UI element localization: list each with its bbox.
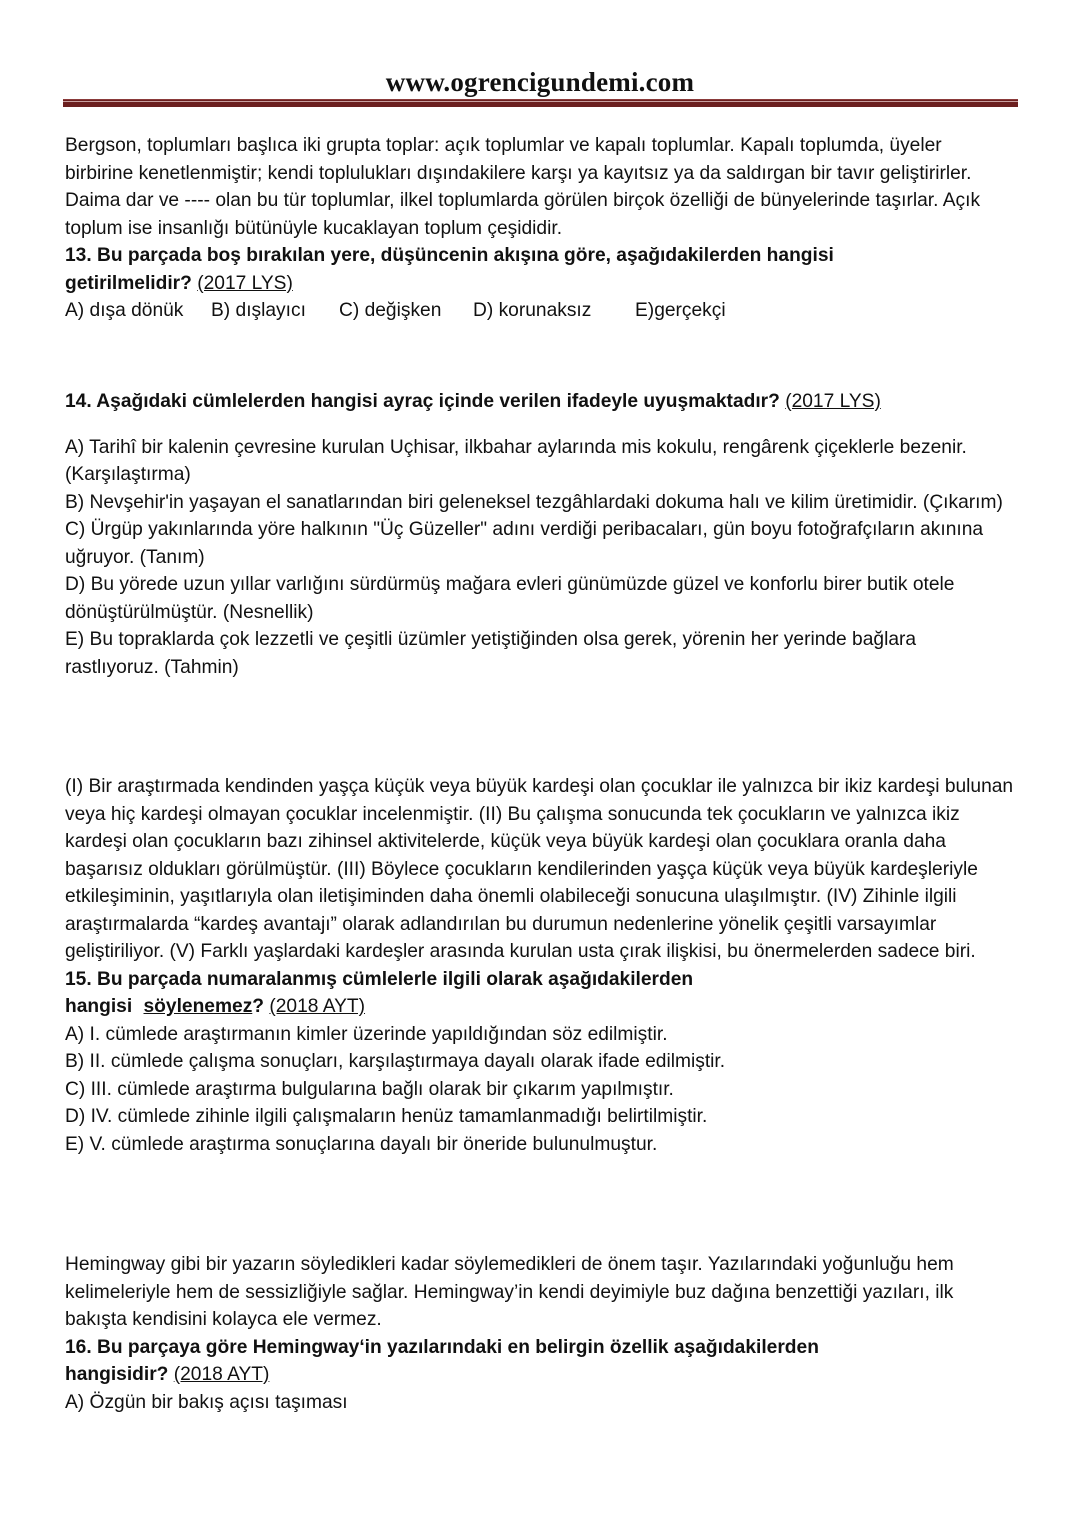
option-e: E)gerçekçi bbox=[635, 300, 726, 321]
option-e: E) Bu topraklarda çok lezzetli ve çeşitli üzümler yetiştiğinden olsa gerek, yörenin her yerinde bağlara rastlıyoruz. (Tahmin) bbox=[65, 629, 917, 678]
question-15-emphasis: söylenemez bbox=[143, 996, 253, 1017]
option-c: C) Ürgüp yakınlarında yöre halkının "Üç Güzeller" adını verdiği peribacaları, gün boyu fotoğrafçıların akınına uğruyor. (Tanım) bbox=[65, 519, 984, 568]
question-13-stem bbox=[65, 242, 925, 297]
question-14-block bbox=[65, 388, 1020, 681]
question-16-text: hangisidir? bbox=[65, 1364, 169, 1385]
question-15-block bbox=[65, 773, 1020, 1158]
header-divider bbox=[63, 99, 1018, 107]
question-13-source: (2017 LYS) bbox=[197, 272, 293, 294]
option-b: B) II. cümlede çalışma sonuçları, karşılaştırmaya dayalı olarak ifade edilmiştir. bbox=[65, 1051, 726, 1072]
option-a: A) Özgün bir bakış açısı taşıması bbox=[65, 1391, 348, 1413]
question-16-stem-line2 bbox=[65, 1361, 1020, 1389]
passage-13: Bergson, toplumları başlıca iki grupta toplar: açık toplumlar ve kapalı toplumlar. Kapalı toplumda, üyeler birbirine kenetlenmiştir; kendi toplulukları dışındakilere karşı ya kayıtsız ya da saldırgan bir tavır geliştirirler. Daima dar ve ---- olan bu tür toplumlar, ilkel toplumlarda görülen birçok özelliği de bünyelerinde taşırlar. Açık toplum ise insanlığı bütünüyle kucaklayan toplum çeşididir. bbox=[65, 135, 981, 239]
question-15-stem-line1: 15. Bu parçada numaralanmış cümlelerle ilgili olarak aşağıdakilerden bbox=[65, 968, 694, 990]
option-d: D) korunaksız bbox=[473, 300, 592, 321]
option-a: A) Tarihî bir kalenin çevresine kurulan Uçhisar, ilkbahar aylarında mis kokulu, rengârenk çiçeklerle bezenir. (Karşılaştırma) bbox=[65, 436, 967, 485]
question-15-text: hangisi bbox=[65, 996, 138, 1017]
question-16-source: (2018 AYT) bbox=[173, 1364, 270, 1385]
option-d: D) IV. cümlede zihinle ilgili çalışmaların henüz tamamlanmadığı belirtilmiştir. bbox=[65, 1106, 708, 1127]
question-14-text: 14. Aşağıdaki cümlelerden hangisi ayraç içinde verilen ifadeyle uyuşmaktadır? bbox=[65, 391, 780, 412]
question-15-qmark: ? bbox=[252, 996, 265, 1017]
option-e: E) V. cümlede araştırma sonuçlarına dayalı bir öneride bulunulmuştur. bbox=[65, 1133, 658, 1155]
question-13-text: 13. Bu parçada boş bırakılan yere, düşüncenin akışına göre, aşağıdakilerden hangisi getirilmelidir? bbox=[65, 245, 834, 294]
question-14-stem bbox=[65, 388, 1020, 416]
question-13-block bbox=[65, 132, 1020, 325]
site-header: www.ogrencigundemi.com bbox=[385, 67, 695, 97]
question-15-stem-line2 bbox=[65, 993, 1020, 1021]
option-b: B) dışlayıcı bbox=[211, 300, 306, 321]
option-c: C) değişken bbox=[339, 300, 442, 321]
question-15-source: (2018 AYT) bbox=[269, 996, 366, 1017]
option-a: A) I. cümlede araştırmanın kimler üzerinde yapıldığından söz edilmiştir. bbox=[65, 1023, 668, 1045]
question-16-block bbox=[65, 1251, 1020, 1416]
passage-15: (I) Bir araştırmada kendinden yaşça küçük veya büyük kardeşi olan çocuklar ile yalnızca bir ikiz kardeşi bulunan veya hiç kardeşi olmayan çocuklar incelenmiştir. (II) Bu çalışma sonucunda tek çocukların ve yalnızca ikiz kardeşi olan çocukların bazı zihinsel aktivitelerde, küçük veya büyük kardeşi olan çocuklara oranla daha başarısız oldukları görülmüştür. (III) Böylece çocukların kendilerinden yaşça küçük veya büyük kardeşleriyle etkileşiminin, yaşıtlarıyla olan iletişiminden daha önemli olabileceği sonucuna ulaşılmıştır. (IV) Zihinle ilgili araştırmalarda “kardeş avantajı” olarak adlandırılan bu durumun nedenlerine yönelik çeşitli varsayımlar geliştiriliyor. (V) Farklı yaşlardaki kardeşler arasında kurulan usta çırak ilişkisi, bu önermelerden sadece biri. bbox=[65, 776, 1014, 962]
question-16-stem-line1: 16. Bu parçaya göre Hemingway‘in yazılarındaki en belirgin özellik aşağıdakilerden bbox=[65, 1336, 819, 1358]
question-14-source: (2017 LYS) bbox=[785, 391, 881, 412]
question-13-options bbox=[65, 297, 1020, 325]
option-c: C) III. cümlede araştırma bulgularına bağlı olarak bir çıkarım yapılmıştır. bbox=[65, 1078, 674, 1100]
option-d: D) Bu yörede uzun yıllar varlığını sürdürmüş mağara evleri günümüzde güzel ve konforlu birer butik otele dönüştürülmüştür. (Nesnellik) bbox=[65, 574, 955, 623]
option-a: A) dışa dönük bbox=[65, 300, 184, 321]
option-b: B) Nevşehir'in yaşayan el sanatlarından biri geleneksel tezgâhlardaki dokuma halı ve kilim üretimidir. (Çıkarım) bbox=[65, 491, 1003, 513]
passage-16: Hemingway gibi bir yazarın söyledikleri kadar söylemedikleri de önem taşır. Yazılarındaki yoğunluğu hem kelimeleriyle hem de sessizliğiyle sağlar. Hemingway’in kendi deyimiyle buz dağına benzettiği yazıları, ilk bakışta kendisini kolayca ele vermez. bbox=[65, 1254, 954, 1330]
